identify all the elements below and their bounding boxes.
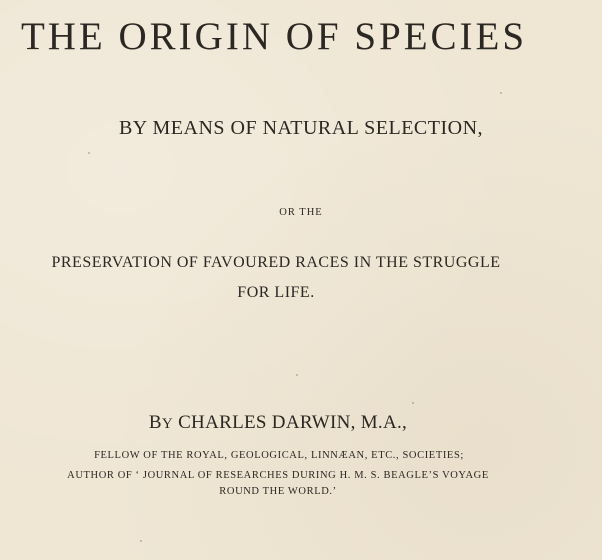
author-credentials-line-1: FELLOW OF THE ROYAL, GEOLOGICAL, LINNÆAN, ETC., SOCIETIES; (94, 450, 464, 461)
author-credentials-line-2: AUTHOR OF ‘ JOURNAL OF RESEARCHES DURING H. M. S. BEAGLE’S VOYAGE (67, 470, 489, 481)
paper-speck (88, 152, 90, 154)
author-line (0, 412, 556, 434)
or-the-connector: OR THE (279, 207, 323, 218)
author-name: CHARLES DARWIN, M.A., (178, 412, 408, 433)
paper-speck (412, 402, 414, 404)
author-by-rest: Y (161, 416, 174, 432)
book-subtitle: BY MEANS OF NATURAL SELECTION, (118, 117, 484, 139)
author-credentials-line-3: ROUND THE WORLD.’ (219, 486, 337, 497)
author-by-initial: B (148, 412, 162, 433)
alternate-title-line-2: FOR LIFE. (237, 284, 315, 301)
paper-speck (500, 92, 502, 94)
paper-speck (296, 374, 298, 376)
alternate-title-line-1: PRESERVATION OF FAVOURED RACES IN THE STRUGGLE (51, 254, 501, 271)
book-title: THE ORIGIN OF SPECIES (20, 15, 528, 58)
paper-speck (140, 540, 142, 542)
